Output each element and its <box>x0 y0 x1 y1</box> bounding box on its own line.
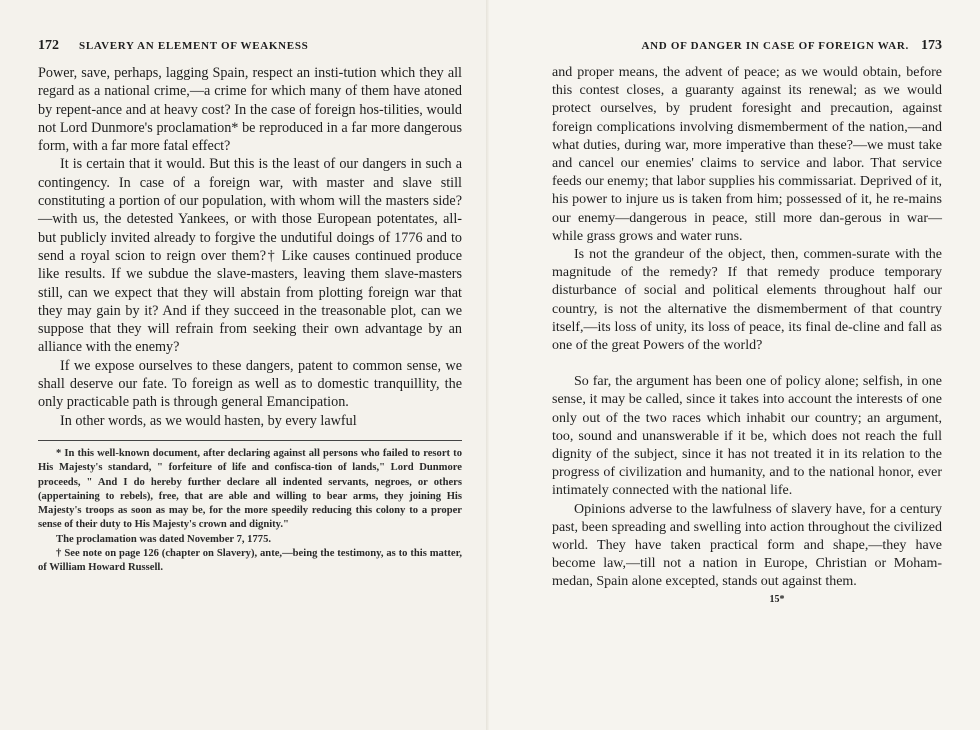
footnote: † See note on page 126 (chapter on Slavery), ante,—being the testimony, as to this matter, of William Howard Russell. <box>38 548 462 574</box>
right-running-header <box>552 38 942 60</box>
left-running-head: SLAVERY AN ELEMENT OF WEAKNESS <box>79 40 309 52</box>
footnote-rule <box>38 440 462 441</box>
paragraph: and proper means, the advent of peace; as we would obtain, before this contest closes, a guaranty against its renewal; as we would protect ourselves, by prudent foresight and precaution, against foreign complications involving dismemberment of the nation,—and what duties, during war, more imperative than these?—we must take and cancel our enemies' claims to service and labor. That service feeds our enemy; that labor supplies his commissariat. Deprived of it, his power to injure us is taken from him; possessed of it, he re-mains our enemy—dangerous in peace, still more dan-gerous in war—while grass grows and water runs. <box>552 65 942 244</box>
paragraph: It is certain that it would. But this is the least of our dangers in such a contingency. In case of a foreign war, with master and slave still constituting a portion of our population, with whom will the masters side?—with us, the detested Yankees, or with those European potentates, all-but publicly invited already to forgive the undutiful doings of 1776 and to send a royal scion to reign over them?† Like causes continued produce like results. If we subdue the slave-masters, leaving them slave-masters still, can we expect that they will abstain from plotting foreign war that they may gain by it? And if they succeed in the treasonable plot, can we suppose that they will refrain from seeking their own advantage by an alliance with the enemy? <box>38 156 462 356</box>
right-page <box>490 0 980 730</box>
paragraph: Power, save, perhaps, lagging Spain, respect an insti-tution which they all regard as a national crime,—a crime for which many of them have atoned by repent-ance and at heavy cost? In the case of foreign hos-tilities, would not Lord Dunmore's proclamation* be reproduced in a far more dangerous form, with a far more fatal effect? <box>38 65 462 155</box>
left-body-text <box>38 64 462 430</box>
paragraph: Is not the grandeur of the object, then, commen-surate with the magnitude of the remedy? If that remedy produce temporary disturbance of social and political elements throughout half our country, is not the alternative the dismemberment of that country itself,—its loss of unity, its loss of peace, its final de-cline and fall as one of the great Powers of the world? <box>552 247 942 354</box>
paragraph: So far, the argument has been one of policy alone; selfish, in one sense, it may be called, since it takes into account the interests of one only out of the two races which inhabit our country; an argument, too, sound and unanswerable if it be, which does not reach the full dignity of the subject, since it has not treated it in its relation to the progress of civilization and humanity, and to the national honor, ever intimately connected with the national life. <box>552 374 942 499</box>
paragraph: If we expose ourselves to these dangers, patent to common sense, we shall deserve our fate. To foreign as well as to domestic tranquillity, the only practicable path is through general Emancipation. <box>38 357 462 411</box>
signature-mark: 15* <box>769 593 785 605</box>
footnote: * In this well-known document, after declaring against all persons who failed to resort to His Majesty's standard, " forfeiture of life and confisca-tion of lands," Lord Dunmore proceeds, " And I do hereby further declare all indented servants, negroes, or others (appertaining to rebels), free, that are able and willing to bear arms, they joining His Majesty's troops as soon as may be, for the more speedily reducing this colony to a proper sense of their duty to His Majesty's crown and dignity." <box>38 447 462 531</box>
left-running-header <box>38 38 462 60</box>
footnote: The proclamation was dated November 7, 1775. <box>56 533 272 545</box>
footnotes <box>38 447 462 576</box>
right-page-number: 173 <box>921 38 942 53</box>
paragraph: Opinions adverse to the lawfulness of slavery have, for a century past, been spreading and swelling into action throughout the civilized world. They have taken practical form and shape,—they have become law,—till not a nation in Europe, Christian or Moham-medan, Spain alone excepted, stands out against them. <box>552 501 942 590</box>
left-page-number: 172 <box>38 38 59 53</box>
paragraph: In other words, as we would hasten, by every lawful <box>60 412 357 429</box>
right-body-text <box>552 64 942 592</box>
right-running-head: AND OF DANGER IN CASE OF FOREIGN WAR. <box>641 40 909 52</box>
